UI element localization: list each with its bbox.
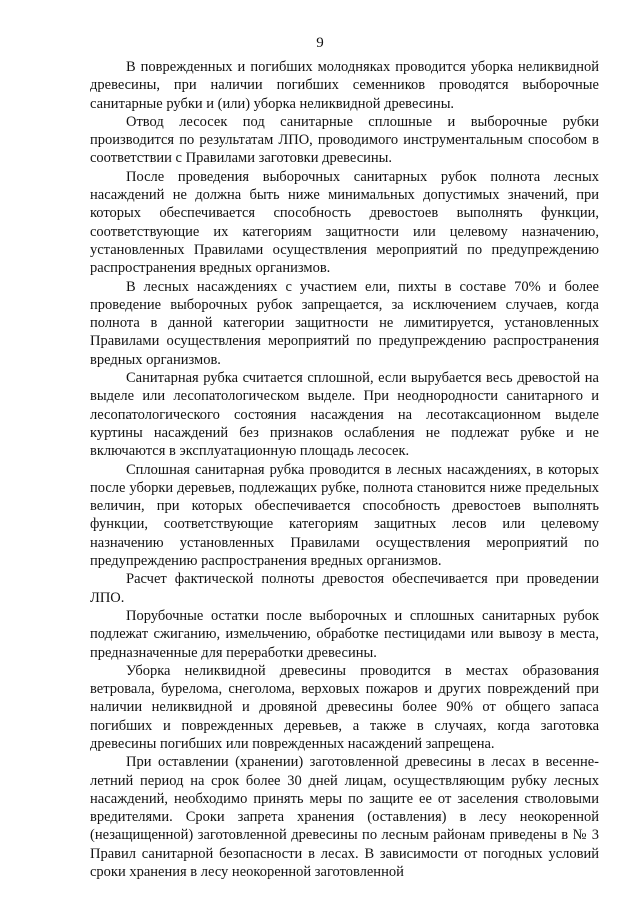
paragraph-8: Порубочные остатки после выборочных и сплошных санитарных рубок подлежат сжиганию, измельчению, обработке пестицидами или вывозу в места, предназначенные для переработки древесины. — [90, 607, 599, 661]
paragraph-3: После проведения выборочных санитарных рубок полнота лесных насаждений не должна быть ниже минимальных допустимых значений, при которых обеспечивается способность древостоев выполнять функции, соответствующие их категориям защитности или целевому назначению, установленных Правилами осуществления мероприятий по предупреждению распространения вредных организмов. — [90, 168, 599, 277]
document-body — [90, 58, 599, 881]
paragraph-1: В поврежденных и погибших молодняках проводится уборка неликвидной древесины, при наличии погибших семенников проводятся выборочные санитарные рубки и (или) уборка неликвидной древесины. — [90, 59, 599, 112]
paragraph-2: Отвод лесосек под санитарные сплошные и выборочные рубки производится по результатам ЛПО, проводимого инструментальным способом в соответствии с Правилами заготовки древесины. — [90, 113, 599, 167]
paragraph-6: Сплошная санитарная рубка проводится в лесных насаждениях, в которых после уборки деревьев, подлежащих рубке, полнота становится ниже предельных величин, при которых обеспечивается способность древостоев выполнять функции, соответствующие категориям защитных лесов или целевому назначению установленных Правилами осуществления мероприятий по предупреждению распространения вредных организмов. — [90, 461, 599, 570]
page-number: 9 — [316, 35, 324, 51]
paragraph-7: Расчет фактической полноты древостоя обеспечивается при проведении ЛПО. — [90, 571, 599, 606]
paragraph-5: Санитарная рубка считается сплошной, если вырубается весь древостой на выделе или лесопатологическом выделе. При неоднородности санитарного и лесопатологического состояния насаждения на лесотаксационном выделе куртины насаждений без признаков ослабления не подлежат рубке и не включаются в эксплуатационную площадь лесосек. — [90, 370, 599, 460]
paragraph-9: Уборка неликвидной древесины проводится в местах образования ветровала, бурелома, снеголома, верховых пожаров и других повреждений при наличии неликвидной и дровяной древесины более 90% от общего запаса погибших и поврежденных деревьев, а также в случаях, когда заготовка древесины погибших или поврежденных насаждений запрещена. — [90, 662, 599, 752]
paragraph-4: В лесных насаждениях с участием ели, пихты в составе 70% и более проведение выборочных рубок запрещается, за исключением случаев, когда полнота в данной категории защитности не лимитируется, установленных Правилами осуществления мероприятий по предупреждению распространения вредных организмов. — [90, 278, 599, 368]
paragraph-10: При оставлении (хранении) заготовленной древесины в лесах в весенне-летний период на срок более 30 дней лицам, осуществляющим рубку лесных насаждений, необходимо принять меры по защите ее от заселения стволовыми вредителями. Сроки запрета хранения (оставления) в лесу неокоренной (незащищенной) заготовленной древесины по лесным районам приведены в № 3 Правил санитарной безопасности в лесах. В зависимости от погодных условий сроки хранения в лесу неокоренной заготовленной — [90, 754, 599, 881]
